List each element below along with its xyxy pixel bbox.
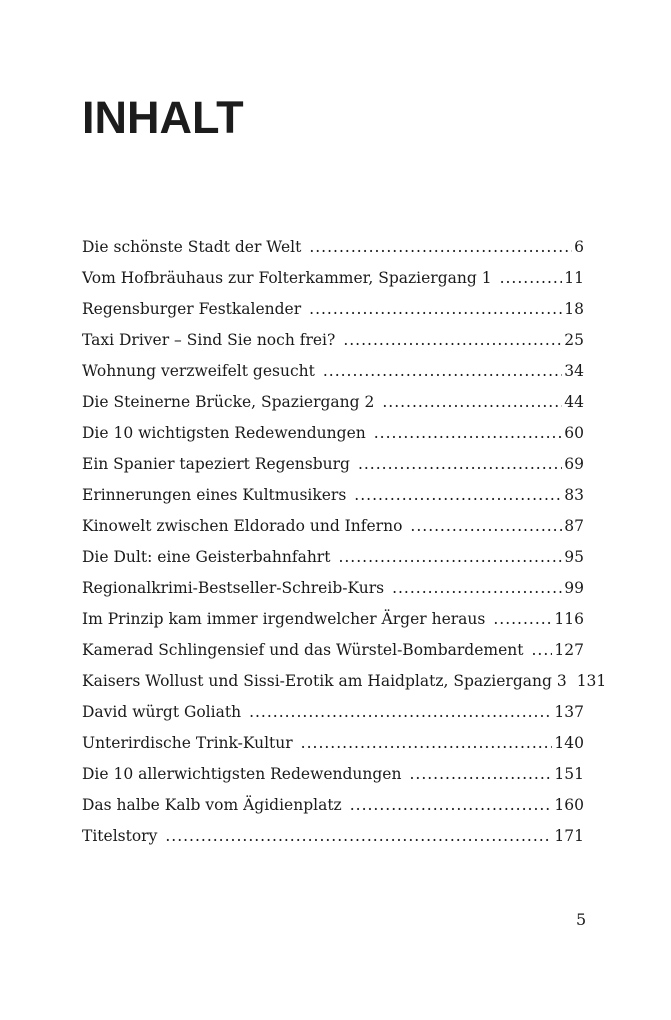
table-of-contents xyxy=(82,232,607,852)
dot-leader xyxy=(338,542,562,573)
toc-entry xyxy=(82,542,584,573)
toc-entry xyxy=(82,294,584,325)
toc-entry-page: 171 xyxy=(554,827,584,845)
toc-entry-title: Unterirdische Trink-Kultur xyxy=(82,734,293,752)
toc-entry-page: 131 xyxy=(576,672,607,690)
toc-entry-page: 95 xyxy=(564,548,584,566)
toc-entry-title: Die Steinerne Brücke, Spaziergang 2 xyxy=(82,393,375,411)
dot-leader xyxy=(301,728,553,759)
toc-entry-page: 116 xyxy=(554,610,584,628)
page-title: INHALT xyxy=(82,92,244,143)
toc-entry xyxy=(82,387,584,418)
toc-entry xyxy=(82,821,584,852)
dot-leader xyxy=(374,418,563,449)
toc-entry xyxy=(82,604,584,635)
toc-entry xyxy=(82,356,584,387)
toc-entry xyxy=(82,635,584,666)
toc-entry-title: Titelstory xyxy=(82,827,158,845)
page-number: 5 xyxy=(576,910,587,929)
dot-leader xyxy=(354,480,562,511)
dot-leader xyxy=(392,573,562,604)
toc-entry-title: Kaisers Wollust und Sissi-Erotik am Haidplatz, Spaziergang 3 xyxy=(82,672,567,690)
toc-entry-page: 34 xyxy=(564,362,584,380)
toc-entry xyxy=(82,263,584,294)
dot-leader xyxy=(358,449,562,480)
toc-entry-page: 87 xyxy=(564,517,584,535)
dot-leader xyxy=(309,232,572,263)
dot-leader xyxy=(165,821,552,852)
toc-entry-title: Das halbe Kalb vom Ägidienplatz xyxy=(82,796,342,814)
toc-entry xyxy=(82,666,607,697)
toc-entry xyxy=(82,449,584,480)
toc-entry-title: Taxi Driver – Sind Sie noch frei? xyxy=(82,331,336,349)
dot-leader xyxy=(323,356,562,387)
toc-entry-page: 25 xyxy=(564,331,584,349)
toc-entry-title: Regionalkrimi-Bestseller-Schreib-Kurs xyxy=(82,579,385,597)
toc-entry-title: Im Prinzip kam immer irgendwelcher Ärger heraus xyxy=(82,610,486,628)
dot-leader xyxy=(500,263,563,294)
toc-entry xyxy=(82,325,584,356)
toc-entry xyxy=(82,418,584,449)
toc-entry-title: Ein Spanier tapeziert Regensburg xyxy=(82,455,350,473)
dot-leader xyxy=(309,294,562,325)
toc-entry xyxy=(82,759,584,790)
toc-entry-page: 127 xyxy=(554,641,584,659)
toc-entry-title: David würgt Goliath xyxy=(82,703,242,721)
toc-entry-page: 44 xyxy=(564,393,584,411)
dot-leader xyxy=(493,604,552,635)
toc-entry-page: 18 xyxy=(564,300,584,318)
toc-entry xyxy=(82,480,584,511)
toc-entry-title: Wohnung verzweifelt gesucht xyxy=(82,362,315,380)
toc-entry-page: 140 xyxy=(554,734,584,752)
toc-entry-page: 69 xyxy=(564,455,584,473)
toc-entry xyxy=(82,790,584,821)
dot-leader xyxy=(409,759,552,790)
dot-leader xyxy=(343,325,562,356)
toc-entry-title: Erinnerungen eines Kultmusikers xyxy=(82,486,347,504)
toc-entry-title: Die Dult: eine Geisterbahnfahrt xyxy=(82,548,331,566)
toc-entry-title: Kinowelt zwischen Eldorado und Inferno xyxy=(82,517,403,535)
toc-entry-page: 160 xyxy=(554,796,584,814)
toc-entry-page: 137 xyxy=(554,703,584,721)
toc-entry-page: 6 xyxy=(574,238,584,256)
toc-entry xyxy=(82,728,584,759)
toc-entry xyxy=(82,511,584,542)
toc-entry-title: Regensburger Festkalender xyxy=(82,300,302,318)
toc-entry-page: 99 xyxy=(564,579,584,597)
toc-entry-title: Die schönste Stadt der Welt xyxy=(82,238,302,256)
toc-entry-title: Vom Hofbräuhaus zur Folterkammer, Spaziergang 1 xyxy=(82,269,492,287)
toc-entry-title: Die 10 wichtigsten Redewendungen xyxy=(82,424,366,442)
dot-leader xyxy=(531,635,552,666)
toc-entry-page: 60 xyxy=(564,424,584,442)
dot-leader xyxy=(350,790,553,821)
toc-entry xyxy=(82,573,584,604)
dot-leader xyxy=(382,387,562,418)
toc-entry xyxy=(82,232,584,263)
dot-leader xyxy=(410,511,562,542)
dot-leader xyxy=(249,697,552,728)
toc-entry-title: Kamerad Schlingensief und das Würstel-Bombardement xyxy=(82,641,524,659)
toc-entry-title: Die 10 allerwichtigsten Redewendungen xyxy=(82,765,402,783)
toc-entry xyxy=(82,697,584,728)
toc-entry-page: 11 xyxy=(564,269,584,287)
toc-entry-page: 83 xyxy=(564,486,584,504)
toc-entry-page: 151 xyxy=(554,765,584,783)
